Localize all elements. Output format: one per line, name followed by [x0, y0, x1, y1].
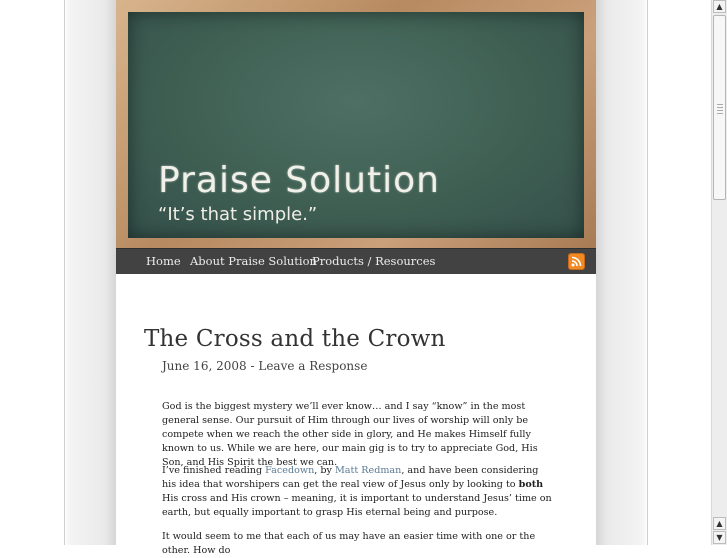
scrollbar-thumb[interactable]	[713, 15, 726, 200]
page-gutter-left	[64, 0, 116, 545]
scroll-up-icon[interactable]: ▲	[713, 0, 726, 13]
vertical-scrollbar[interactable]	[711, 0, 727, 545]
scroll-down-icon[interactable]: ▼	[713, 531, 726, 544]
scroll-up-icon-bottom[interactable]: ▲	[713, 517, 726, 530]
grip-icon	[717, 104, 723, 116]
nav-home[interactable]: Home	[146, 254, 181, 268]
post-date: June 16, 2008	[162, 359, 247, 373]
leave-response-link[interactable]: Leave a Response	[258, 359, 368, 373]
rss-icon[interactable]	[568, 253, 585, 270]
paragraph-text: I’ve finished reading	[162, 465, 266, 476]
paragraph-text: , by	[314, 465, 335, 476]
post-meta	[162, 359, 367, 373]
post-content	[116, 274, 596, 556]
post-paragraph: God is the biggest mystery we’ll ever know… and I say “know” in the most general sense. Our pursuit of Him through our lives of worship will only be compete when we reach the other side in glory, and He makes Himself fully known to us. While we are here, our main gig is to try to appreciate God, His Son, and His Spirit the best we can.	[162, 401, 538, 468]
meta-separator: -	[250, 359, 255, 373]
page-gutter-right	[596, 0, 648, 545]
chalkboard	[128, 12, 584, 238]
site-tagline: “It’s that simple.”	[158, 204, 318, 225]
paragraph-text: , and have been considering his idea that worshipers can get the real view of Jesus only by looking to	[162, 465, 539, 490]
post-title[interactable]: The Cross and the Crown	[144, 326, 446, 352]
site-title[interactable]: Praise Solution	[158, 160, 440, 201]
matt-redman-link[interactable]: Matt Redman	[334, 465, 402, 476]
bold-text: both	[518, 479, 544, 490]
site-header	[116, 0, 596, 248]
post-paragraph-3: It would seem to me that each of us may have an easier time with one or the other. How do	[162, 531, 536, 556]
facedown-link[interactable]: Facedown	[265, 465, 315, 476]
main-nav	[116, 248, 596, 275]
post-paragraph-2	[162, 464, 552, 520]
nav-products[interactable]: Products / Resources	[312, 254, 436, 268]
paragraph-text: His cross and His crown – meaning, it is important to understand Jesus’ time on earth, but equally important to grasp His eternal being and purpose.	[162, 493, 552, 518]
nav-about[interactable]: About Praise Solution	[190, 254, 317, 268]
